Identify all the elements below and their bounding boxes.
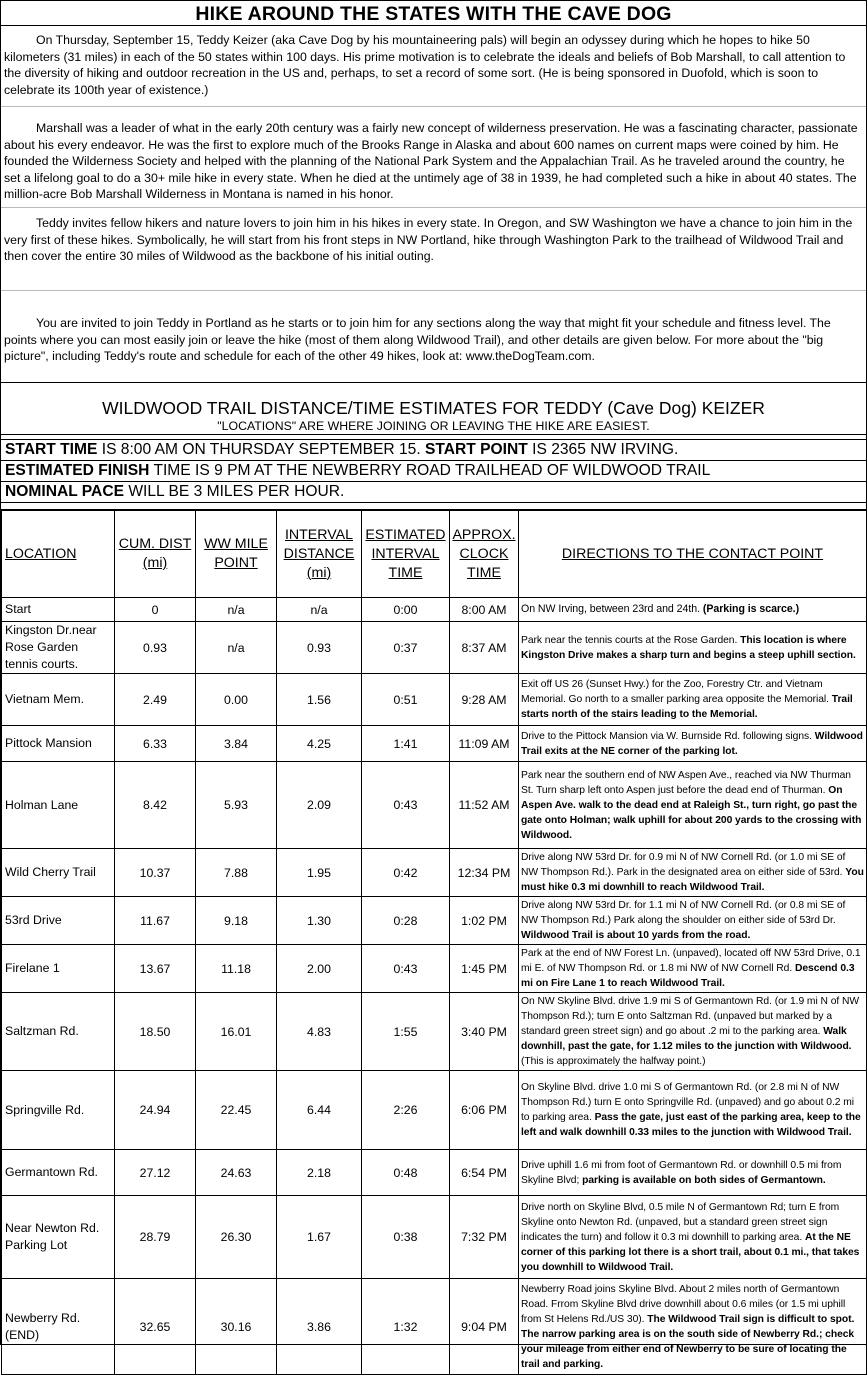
ww-mile-point-cell: 16.01: [196, 993, 277, 1071]
ww-mile-point-cell: 26.30: [196, 1196, 277, 1279]
directions-emphasis: Trail starts north of the stairs leading to the Memorial.: [521, 694, 853, 720]
start-info: [1, 440, 866, 461]
start-time-label: START TIME: [5, 441, 98, 458]
interval-time-cell: 1:32: [362, 1279, 450, 1375]
directions-text: Drive north on Skyline Blvd, 0.5 mile N of Germantown Rd; turn E from Skyline onto Newton Rd. (unpaved, but a standard green street sign indicates the turn) and follow it 0.3 mi downhill to parking area.: [521, 1201, 840, 1243]
cum-dist-cell: 0: [115, 598, 196, 622]
table-row: [2, 622, 867, 674]
directions-cell: [519, 622, 867, 674]
cum-dist-cell: 28.79: [115, 1196, 196, 1279]
interval-time-cell: 0:43: [362, 945, 450, 993]
location-cell: Firelane 1: [2, 945, 115, 993]
clock-time-cell: 11:52 AM: [450, 762, 519, 849]
directions-text: Park near the southern end of NW Aspen Ave., reached via NW Thurman St. Turn sharp left onto Aspen just before the dead end of Thurman.: [521, 769, 851, 796]
directions-cell: [519, 1150, 867, 1196]
directions-emphasis: This location is where Kingston Drive makes a sharp turn and begins a steep uphill section.: [521, 634, 856, 661]
divider: [1, 503, 866, 510]
directions-text: On NW Irving, between 23rd and 24th.: [521, 603, 703, 615]
cum-dist-cell: 10.37: [115, 849, 196, 897]
directions-text: Drive along NW 53rd Dr. for 1.1 mi N of NW Cornell Rd. (or 0.8 mi SE of NW Thompson Rd.) Park along the shoulder on either side of 53rd Dr.: [521, 900, 846, 926]
interval-time-cell: 0:37: [362, 622, 450, 674]
finish-info: [1, 461, 866, 482]
pace-text: WILL BE 3 MILES PER HOUR.: [123, 483, 345, 500]
interval-time-cell: 0:43: [362, 762, 450, 849]
cum-dist-cell: 24.94: [115, 1071, 196, 1150]
interval-distance-cell: 2.09: [277, 762, 362, 849]
paragraph-marshall: Marshall was a leader of what in the early 20th century was a fairly new concept of wilderness preservation. He was a fascinating character, passionate about his every endeavor. He was the first to explore much of the Brooks Range in Alaska and about 600 names on current maps were coined by him. He founded the Wilderness Society and helped with the planning of the National Park System and the Appalachian Trail. As he traveled around the country, he set a lifelong goal to do a 30+ mile hike in every state. When he died at the untimely age of 38 in 1939, he had completed such a hike in about 40 states. The million-acre Bob Marshall Wilderness in Montana is named in his honor.: [1, 107, 866, 208]
table-row: [2, 993, 867, 1071]
location-cell: Start: [2, 598, 115, 622]
table-row: [2, 1150, 867, 1196]
paragraph-invitation: Teddy invites fellow hikers and nature lovers to join him in his hikes in every state. In Oregon, and SW Washington we have a chance to join him in the very first of these hikes. Symbolically, he will start from his front steps in NW Portland, hike through Washington Park to the trailhead of Wildwood Trail and then cover the entire 30 miles of Wildwood as the backbone of his initial outing.: [1, 208, 866, 291]
directions-emphasis: At the NE corner of this parking lot there is a short trail, about 0.1 mi., that takes you downhill to Wildwood Trail.: [521, 1231, 860, 1273]
table-header-row: [2, 511, 867, 598]
header-cum-dist: CUM. DIST (mi): [115, 511, 196, 598]
table-row: [2, 598, 867, 622]
header-directions: DIRECTIONS TO THE CONTACT POINT: [519, 511, 867, 598]
table-row: [2, 849, 867, 897]
interval-distance-cell: 1.30: [277, 897, 362, 945]
directions-cell: [519, 945, 867, 993]
location-cell: Vietnam Mem.: [2, 674, 115, 726]
directions-cell: [519, 726, 867, 762]
directions-emphasis: parking is available on both sides of Germantown.: [582, 1174, 826, 1186]
clock-time-cell: 12:34 PM: [450, 849, 519, 897]
directions-cell: [519, 849, 867, 897]
clock-time-cell: 8:00 AM: [450, 598, 519, 622]
header-estimated-interval-time: ESTIMATED INTERVAL TIME: [362, 511, 450, 598]
directions-emphasis: Descend 0.3 mi on Fire Lane 1 to reach Wildwood Trail.: [521, 963, 855, 989]
directions-text: On NW Skyline Blvd. drive 1.9 mi S of Germantown Rd. (or 1.9 mi N of NW Thompson Rd.); turn E onto Saltzman Rd. (unpaved but marked by a standard green street sign) and go about .2 mi to the parking area.: [521, 996, 860, 1037]
interval-time-cell: 0:00: [362, 598, 450, 622]
directions-text: Newberry Road joins Skyline Blvd. About 2 miles north of Germantown Road. Frrom Skyline Blvd drive downhill about 0.6 miles (or 1.5 mi uphill from St Helens Rd./US 30).: [521, 1283, 846, 1325]
table-row: [2, 1071, 867, 1150]
table-row: [2, 726, 867, 762]
interval-time-cell: 0:38: [362, 1196, 450, 1279]
interval-time-cell: 0:48: [362, 1150, 450, 1196]
cum-dist-cell: 8.42: [115, 762, 196, 849]
directions-text: Park near the tennis courts at the Rose Garden.: [521, 634, 741, 646]
cum-dist-cell: 27.12: [115, 1150, 196, 1196]
ww-mile-point-cell: 3.84: [196, 726, 277, 762]
location-cell: Kingston Dr.near Rose Garden tennis courts.: [2, 622, 115, 674]
interval-distance-cell: 6.44: [277, 1071, 362, 1150]
header-ww-mile-point: WW MILE POINT: [196, 511, 277, 598]
clock-time-cell: 3:40 PM: [450, 993, 519, 1071]
directions-emphasis: Wildwood Trail exits at the NE corner of the parking lot.: [521, 730, 863, 757]
directions-text: Drive uphill 1.6 mi from foot of Germantown Rd. or downhill 0.5 mi from Skyline Blvd;: [521, 1159, 842, 1186]
directions-text: Drive along NW 53rd Dr. for 0.9 mi N of NW Cornell Rd. (or 1.0 mi SE of NW Thompson Rd.). Park in the designated area on either side of 53rd.: [521, 852, 846, 878]
paragraph-join: You are invited to join Teddy in Portland as he starts or to join him for any sections along the way that might fit your schedule and fitness level. The points where you can most easily join or leave the hike (most of them along Wildwood Trail), and other details are given below. For more about the "big picture", including Teddy's route and schedule for each of the other 49 hikes, look at: www.theDogTeam.com.: [1, 291, 866, 383]
interval-distance-cell: 0.93: [277, 622, 362, 674]
directions-emphasis: The Wildwood Trail sign is difficult to spot. The narrow parking area is on the south side of Newberry Rd.; check your mileage from either end of Newberry to be sure of locating the trail and parking.: [521, 1313, 855, 1370]
directions-cell: [519, 1196, 867, 1279]
interval-time-cell: 2:26: [362, 1071, 450, 1150]
ww-mile-point-cell: 0.00: [196, 674, 277, 726]
interval-distance-cell: 4.83: [277, 993, 362, 1071]
table-row: [2, 762, 867, 849]
pace-label: NOMINAL PACE: [5, 483, 124, 500]
clock-time-cell: 9:28 AM: [450, 674, 519, 726]
location-cell: Pittock Mansion: [2, 726, 115, 762]
ww-mile-point-cell: 7.88: [196, 849, 277, 897]
location-cell: 53rd Drive: [2, 897, 115, 945]
ww-mile-point-cell: 11.18: [196, 945, 277, 993]
directions-emphasis: Walk downhill, past the gate, for 1.12 miles to the junction with Wildwood.: [521, 1026, 852, 1052]
directions-text: Park at the end of NW Forest Ln. (unpaved), located off NW 53rd Drive, 0.1 mi E. of NW Thompson Rd. or 1.8 mi NW of NW Cornell Rd.: [521, 948, 861, 974]
distance-time-table: [1, 510, 867, 1375]
ww-mile-point-cell: 22.45: [196, 1071, 277, 1150]
paragraph-intro: On Thursday, September 15, Teddy Keizer (aka Cave Dog by his mountaineering pals) will begin an odyssey during which he hopes to hike 50 kilometers (31 miles) in each of the 50 states within 100 days. His prime motivation is to celebrate the ideals and beliefs of Bob Marshall, to call attention to the diversity of hiking and outdoor recreation in the US and, perhaps, to set a record of some sort. (He is being sponsored in Duofold, which is soon to celebrate its 100th year of existence.): [1, 26, 866, 107]
table-row: [2, 1196, 867, 1279]
directions-cell: [519, 762, 867, 849]
clock-time-cell: 1:45 PM: [450, 945, 519, 993]
interval-time-cell: 0:28: [362, 897, 450, 945]
cum-dist-cell: 6.33: [115, 726, 196, 762]
interval-distance-cell: 1.67: [277, 1196, 362, 1279]
ww-mile-point-cell: n/a: [196, 622, 277, 674]
interval-distance-cell: 3.86: [277, 1279, 362, 1375]
interval-distance-cell: 1.95: [277, 849, 362, 897]
header-location: LOCATION: [2, 511, 115, 598]
section-subtitle: "LOCATIONS" ARE WHERE JOINING OR LEAVING THE HIKE ARE EASIEST.: [1, 419, 866, 435]
directions-note: (This is approximately the halfway point.): [521, 1056, 706, 1067]
directions-cell: [519, 897, 867, 945]
directions-cell: [519, 1071, 867, 1150]
pace-info: [1, 482, 866, 503]
cum-dist-cell: 11.67: [115, 897, 196, 945]
table-row: [2, 674, 867, 726]
interval-distance-cell: 4.25: [277, 726, 362, 762]
finish-text: TIME IS 9 PM AT THE NEWBERRY ROAD TRAILHEAD OF WILDWOOD TRAIL: [149, 462, 711, 479]
directions-cell: [519, 1279, 867, 1375]
cum-dist-cell: 32.65: [115, 1279, 196, 1375]
location-cell: Holman Lane: [2, 762, 115, 849]
directions-cell: [519, 598, 867, 622]
interval-distance-cell: n/a: [277, 598, 362, 622]
ww-mile-point-cell: 30.16: [196, 1279, 277, 1375]
interval-distance-cell: 2.18: [277, 1150, 362, 1196]
directions-text: Exit off US 26 (Sunset Hwy.) for the Zoo, Forestry Ctr. and Vietnam Memorial. Go north to a smaller parking area opposite the Memorial.: [521, 679, 832, 705]
location-cell: Near Newton Rd. Parking Lot: [2, 1196, 115, 1279]
interval-time-cell: 1:41: [362, 726, 450, 762]
location-cell: Germantown Rd.: [2, 1150, 115, 1196]
start-point-text: IS 2365 NW IRVING.: [527, 441, 679, 458]
directions-emphasis: Wildwood Trail is about 10 yards from the road.: [521, 930, 751, 941]
ww-mile-point-cell: 9.18: [196, 897, 277, 945]
directions-emphasis: On Aspen Ave. walk to the dead end at Raleigh St., turn right, go past the gate onto Holman; walk uphill for about 200 yards to the crossing with Wildwood.: [521, 784, 862, 841]
ww-mile-point-cell: 24.63: [196, 1150, 277, 1196]
clock-time-cell: 8:37 AM: [450, 622, 519, 674]
table-row: [2, 1279, 867, 1375]
table-row: [2, 945, 867, 993]
cum-dist-cell: 2.49: [115, 674, 196, 726]
location-cell: Wild Cherry Trail: [2, 849, 115, 897]
interval-time-cell: 0:51: [362, 674, 450, 726]
finish-label: ESTIMATED FINISH: [5, 462, 150, 479]
clock-time-cell: 7:32 PM: [450, 1196, 519, 1279]
directions-cell: [519, 674, 867, 726]
document-title: HIKE AROUND THE STATES WITH THE CAVE DOG: [1, 1, 866, 26]
section-title: WILDWOOD TRAIL DISTANCE/TIME ESTIMATES FOR TEDDY (Cave Dog) KEIZER: [102, 398, 765, 418]
interval-time-cell: 1:55: [362, 993, 450, 1071]
interval-distance-cell: 2.00: [277, 945, 362, 993]
location-cell: Saltzman Rd.: [2, 993, 115, 1071]
directions-text: On Skyline Blvd. drive 1.0 mi S of Germantown Rd. (or 2.8 mi N of NW Thompson Rd.) turn E onto Springville Rd. (unpaved) and go about 0.2 mi to parking area.: [521, 1082, 855, 1123]
directions-emphasis: Pass the gate, just east of the parking area, keep to the left and walk downhill 0.33 miles to the junction with Wildwood Trail.: [521, 1112, 861, 1138]
location-cell: Newberry Rd. (END): [2, 1279, 115, 1375]
clock-time-cell: 11:09 AM: [450, 726, 519, 762]
location-cell: Springville Rd.: [2, 1071, 115, 1150]
directions-emphasis: (Parking is scarce.): [702, 603, 800, 615]
directions-text: Drive to the Pittock Mansion via W. Burnside Rd. following signs.: [521, 730, 815, 742]
interval-distance-cell: 1.56: [277, 674, 362, 726]
start-point-label: START POINT: [424, 441, 528, 458]
header-approx-clock-time: APPROX. CLOCK TIME: [450, 511, 519, 598]
cum-dist-cell: 13.67: [115, 945, 196, 993]
cum-dist-cell: 0.93: [115, 622, 196, 674]
directions-emphasis: You must hike 0.3 mi downhill to reach Wildwood Trail.: [521, 867, 864, 893]
directions-cell: [519, 993, 867, 1071]
clock-time-cell: 6:54 PM: [450, 1150, 519, 1196]
start-time-text: IS 8:00 AM ON THURSDAY SEPTEMBER 15.: [97, 441, 425, 458]
table-row: [2, 897, 867, 945]
header-interval-distance: INTERVAL DISTANCE (mi): [277, 511, 362, 598]
interval-time-cell: 0:42: [362, 849, 450, 897]
ww-mile-point-cell: n/a: [196, 598, 277, 622]
cum-dist-cell: 18.50: [115, 993, 196, 1071]
clock-time-cell: 1:02 PM: [450, 897, 519, 945]
clock-time-cell: 9:04 PM: [450, 1279, 519, 1375]
clock-time-cell: 6:06 PM: [450, 1071, 519, 1150]
ww-mile-point-cell: 5.93: [196, 762, 277, 849]
